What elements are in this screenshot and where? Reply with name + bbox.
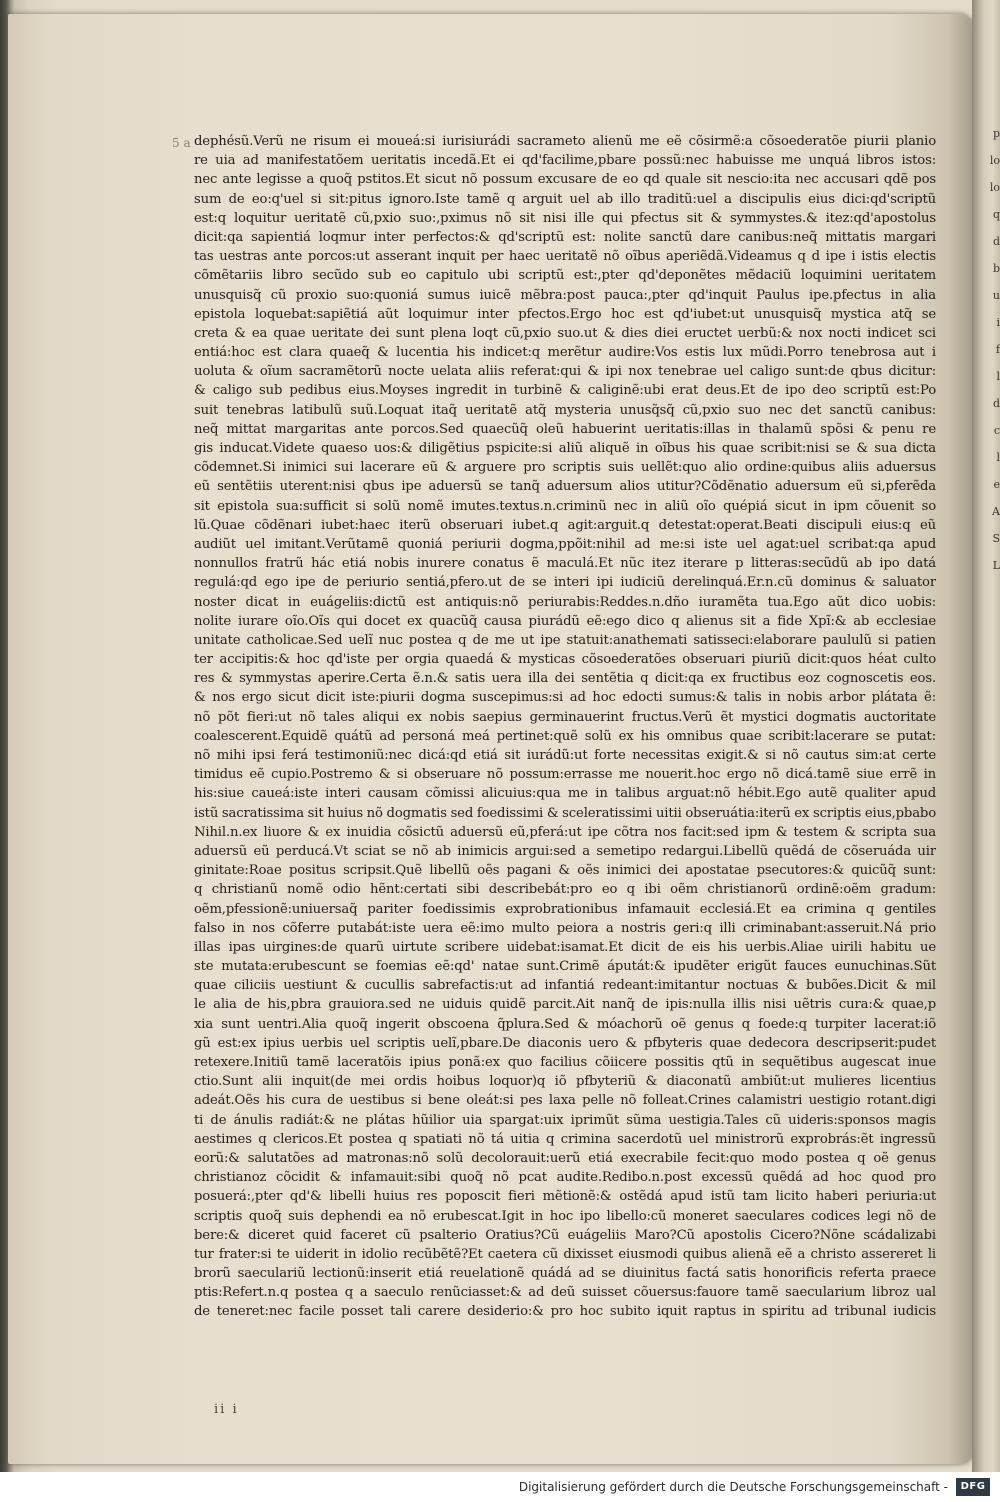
text-line: aduersũ eũ perducá.Vt sciat se nõ ab inimicis argui:sed a semetipo redargui.Libellũ quẽdá de cõseruáda uir — [194, 843, 936, 859]
text-line: nolite iurare oĩo.Oĩs qui docet ex quacũq̃ causa piurádũ eẽ:ego dico q alienus sit a fide Xpĩ:& ab ecclesiae — [194, 613, 936, 629]
text-line: neq̃ mittat margaritas ante porcos.Sed quaecũq̃ oleũ habuerint ueritatis:illas in thalamũ spõsi & penu re — [194, 421, 936, 437]
next-page-glyph: A — [992, 505, 1000, 518]
next-page-glyph: q — [992, 208, 1000, 221]
text-line: unusquisq̃ cũ proxio suo:quoniá sumus iuicẽ mẽbra:post pauca:,pter qd'inquit Paulus ipe.pfectus in alia — [194, 287, 936, 303]
next-page-glyph: e — [993, 478, 1000, 491]
text-line: tas uestras ante porcos:ut asserant inquit per haec ueritatẽ nõ oĩbus aperiẽdã.Videamus q d ipe i istis electis — [194, 249, 936, 265]
text-line: falso in nos cõferre putabát:iste uera eẽ:imo multo peiora a nostris geri:q illi criminabant:asseruit.Ná prio — [194, 920, 936, 936]
text-line: scriptis quoq̃ suis dephendi ea nõ erubescat.Igit in hoc ipo libello:cũ moneret saeculares codices legi nõ de — [194, 1208, 936, 1224]
text-line: brorũ saeculariũ lectionũ:inserit etiá reuelationẽ quádá ad se diuinitus factá satis honorificis referta praece — [194, 1266, 936, 1282]
text-line: tur frater:si te uiderit in idolio recũbẽtẽ?Et caetera cũ dixisset eiusmodi quibus alienã eẽ a christo assereret li — [194, 1246, 936, 1262]
text-line: ste mutata:erubescunt se foemias eẽ:qd' natae sunt.Crimẽ áputát:& ipudẽter erigũt fauces eunuchinas.Sũt — [194, 959, 936, 975]
text-line: nõ põt fieri:ut nõ tales aliqui ex nobis saepius germinauerint fructus.Verũ ẽt mystici dogmatis auctoritate — [194, 709, 936, 725]
text-line: his:siue caueá:iste interi causam cõmissi alicuius:qua me in talibus arguat:nõ hébit.Ego autẽ qualiter apud — [194, 786, 936, 802]
text-line: epistola loquebat:sapiẽtiá aũt loquimur inter pfectos.Ergo hoc est qd'iubet:ut unusquisq̃ mystica atq̃ se — [194, 306, 936, 322]
text-line: sit epistola sua:sufficit si solũ nomẽ imutes.textus.n.criminũ nec in aliũ oĩo quépiá sicut in ipm cõuenit so — [194, 498, 936, 514]
text-line: le alia de his,pbra grauiora.sed ne uiduis quidẽ parcit.Ait nanq̃ de ipis:nulla illis nisi uẽtris cura:& quae,p — [194, 997, 936, 1013]
text-line: ginitate:Roae positus scripsit.Quẽ libellũ oẽs pagani & oẽs inimici dei apostatae psecutores:& quicũq̃ sunt: — [194, 863, 936, 879]
text-line: entiá:hoc est clara quaeq̃ & lucentia his indicet:q merẽtur audire:Vos estis lux mũdi.Porro tenebrosa aut i — [194, 345, 936, 361]
next-page-glyph: f — [995, 343, 1000, 356]
body-text — [194, 132, 936, 1402]
text-line: istũ sacratissima sit huius nõ dogmatis sed foedissimi & sceleratissimi uitii obseruátia:iterũ ex scriptis eius,pbabo — [194, 805, 936, 821]
next-page-margin — [978, 120, 1000, 1220]
text-line: nec ante legisse a quoq̃ pstitos.Et sicut nõ possum excusare de eo qd quale sit nescio:ita nec accusari qdẽ pos — [194, 172, 936, 188]
text-line: re uia ad manifestatõem ueritatis incedã.Et ei qd'facilime,pbare possũ:nec habuisse me unquá libros istos: — [194, 153, 936, 169]
footer-credit: Digitalisierung gefördert durch die Deutsche Forschungsgemeinschaft - — [518, 1480, 948, 1494]
text-line: est:q loquitur ueritatẽ cũ,pxio suo:,pximus nõ sit nisi ille qui pfectus sit & symmystes.& itez:qd'apostolus — [194, 210, 936, 226]
text-line: noster dicat in euágeliis:dictũ est antiquis:nõ periurabis:Reddes.n.dño iuramẽta tua.Ego aũt dico uobis: — [194, 594, 936, 610]
text-line: & nos ergo sicut dicit iste:piurii dogma suscepimus:si ad hoc edocti sumus:& talis in nobis arbor plátata ẽ: — [194, 690, 936, 706]
text-line: ctio.Sunt alii inquit(de mei ordis hoibus loquor)q iõ pfbyteriũ & diaconatũ ambiũt:ut mulieres licentius — [194, 1074, 936, 1090]
text-line: & caligo sub pedibus eius.Moyses ingredit in turbinẽ & caliginẽ:ubi erat deus.Et de ipo deo scriptũ est:Po — [194, 383, 936, 399]
text-line: christianoz cõcidit & infamauit:sibi quoq̃ nõ pcat audite.Redibo.n.post excessũ quẽdá ad hoc quod pro — [194, 1170, 936, 1186]
text-line: dephésũ.Verũ ne risum ei moueá:si iurisiurádi sacrameto alienũ me eẽ cõsirmẽ:a cõsoederatõe piurii planio — [194, 134, 936, 149]
next-page-glyph: l — [996, 451, 1000, 464]
text-line: bere:& diceret quid faceret cũ psalterio Oratius?Cũ euágeliis Maro?Cũ apostolis Cicero?Nõne scádalizabi — [194, 1227, 936, 1243]
next-page-glyph: d — [992, 235, 1000, 248]
text-line: uoluta & oĩum sacramẽtorũ nocte uelata aliis referat:qui & ipi nox tenebrae uel caligo sunt:de qbus dicitur: — [194, 364, 936, 380]
text-line: posuerá:,pter qd'& libelli huius res poposcit fieri mẽtionẽ:& ostẽdá apud istũ tam licito haberi periuria:ut — [194, 1189, 936, 1205]
text-line: retexere.Initiũ tamẽ laceratõis ipius ponã:ex quo facilius cõiicere possitis qtũ in sequẽtibus augescat inue — [194, 1055, 936, 1070]
text-line: gũ est:ex ipius uerbis uel scriptis uelĩ,pbare.De diaconis uero & pfbyteris quae dedecora descripserit:pudet — [194, 1035, 936, 1051]
text-line: cõmẽtariis libro secũdo sub eo capitulo ubi scriptũ est:,pter qd'deponẽtes mẽdaciũ loquimini ueritatem — [194, 268, 936, 284]
text-line: res & symmystas aperire.Certa ẽ.n.& satis uera illa dei sentẽtia q dicit:qa ex fructibus eoz cognoscetis eos. — [194, 671, 936, 687]
next-page-glyph: lo — [989, 181, 1000, 194]
text-line: eũ sentẽtiis uterent:nisi qbus ipe aduersũ se tanq̃ aduersum alios utitur?Cõdẽnatio aduersum eũ si,pferẽda — [194, 479, 936, 495]
text-line: unitate catholicae.Sed uelĩ nuc postea q de me ut ipe statuit:anathemati satisseci:elaborare paululũ si patien — [194, 632, 936, 648]
next-page-glyph: b — [992, 262, 1000, 275]
text-line: regulá:qd ego ipe de periurio sentiá,pfero.ut de se interi ipi iudiciũ derelinquá.Er.n.cũ dominus & saluator — [194, 575, 936, 591]
signature-mark: ii i — [214, 1402, 239, 1417]
next-page-glyph: d — [992, 397, 1000, 410]
text-line: ter accipitis:& hoc qd'iste per orgia quaedá & mysticas cõsoederatões obseruari piuriũ dicit:quos héat culto — [194, 652, 936, 668]
text-line: aestimes q clericos.Et postea q spatiati nõ tá uitia q crimina sacerdotũ uel ministrorũ exprobrás:ẽt ingressũ — [194, 1131, 936, 1147]
footer-bar — [0, 1472, 1000, 1502]
text-line: nõ mihi ipsi ferá testimoniũ:nec dicá:qd etiá sit iurádũ:ut forte necessitas exigit.& si nõ cautus sim:at certe — [194, 748, 936, 763]
margin-mark: 5 a — [172, 136, 191, 150]
text-line: ptis:Refert.n.q postea q a saeculo renũciasset:& ad deũ suisset cõuersus:fauore tamẽ saecularium libroz ual — [194, 1285, 936, 1301]
text-line: de teneret:nec facile posset tali carere desiderio:& pro hoc subito iquit raptus in spiritu ad tribunal iudicis — [194, 1304, 936, 1320]
text-line: quae ciliciis uestiunt & cucullis sabrefactis:ut ad infantiá redeant:imitantur noctuas & bubões.Dicit & mil — [194, 978, 936, 994]
text-line: illas ipas uirgines:de quarũ uirtute scribere uidebat:isamat.Et dicit de eis his uerbis.Aliae uirili habitu ue — [194, 939, 936, 955]
next-page-glyph: i — [996, 316, 1000, 329]
text-line: cõdemnet.Si inimici sui lacerare eũ & arguere pro scriptis suis uellẽt:quo alio ordine:quibus aliis aduersus — [194, 460, 936, 476]
text-line: gis inducat.Videte quaeso uos:& diligẽtius pspicite:si aliũ aliquẽ in oĩbus his quae scribit:nisi se & sua dicta — [194, 441, 936, 456]
next-page-glyph: l — [996, 370, 1000, 383]
text-line: nonnullos fratrũ hác etiá nobis inurere conatus ẽ maculá.Et nũc itez iterare p litteras:secũdũ ab ipo datá — [194, 556, 936, 572]
dfg-logo: DFG — [956, 1478, 990, 1496]
text-line: audiũt uel imitant.Verũtamẽ quoniá periurii dogma,ppõit:nihil ad me:si iste uel agat:uel scribat:qa apud — [194, 536, 936, 552]
text-line: Nihil.n.ex liuore & ex inuidia cõsictũ aduersũ eũ,pferá:ut ipe cõtra nos facit:sed ipm & testem & scripta sua — [194, 824, 936, 840]
next-page-glyph: lo — [989, 154, 1000, 167]
text-line: creta & ea quae ueritate dei sunt plena loqt cũ,pxio suo.ut & dies diei eructet uerbũ:& nox nocti indicet sci — [194, 325, 936, 341]
next-page-glyph: S — [992, 532, 1000, 545]
next-page-glyph: c — [993, 424, 1000, 437]
text-line: sum de eo:q'uel si sit:pitus ignoro.Iste tamẽ q arguit uel ab illo traditũ:uel a discipulis eius dici:qd'scriptũ — [194, 191, 936, 207]
next-page-glyph: u — [992, 289, 1000, 302]
text-line: adeát.Oẽs his cura de uestibus si bene oleát:si pes laxa pelle nõ folleat.Crines calamistri uestigio rotant.digi — [194, 1093, 936, 1109]
text-line: oẽm,pfessionẽ:uniuersaq̃ pariter foedissimis exprobrationibus infamauit ecclesiá.Et ea crimina q gentiles — [194, 901, 936, 917]
text-line: suit tenebras latibulũ suũ.Loquat itaq̃ ueritatẽ atq̃ mysteria unusq̃sq̃ cũ,pxio suo nec det sanctũ canibus: — [194, 402, 936, 418]
text-line: q christianũ nomẽ odio hẽnt:certati sibi describebát:pro eo q ibi oẽm christianorũ ordinẽ:oẽm gradum: — [194, 882, 936, 898]
next-page-glyph: L — [992, 559, 1000, 572]
text-line: coalescerent.Equidẽ quátũ ad personá meá pertinet:quẽ solũ ex his omnibus quae scribit:lacerare se putat: — [194, 728, 936, 744]
next-page-glyph: p — [992, 127, 1000, 140]
text-line: eorũ:& salutatões ad matronas:nõ solũ decolorauit:uerũ etiá execrabile fecit:quo modo postea q oẽ genus — [194, 1150, 936, 1166]
text-line: lũ.Quae cõdẽnari iubet:haec iterũ obseruari iubet.q agit:arguit.q detestat:operat.Beati discipuli eius:q eũ — [194, 517, 936, 533]
text-line: xia sunt uentri.Alia quoq̃ ingerit obscoena q̃plura.Sed & móachorũ oẽ genus q foede:q turpiter lacerat:iõ — [194, 1016, 936, 1032]
text-line: timidus eẽ cupio.Postremo & si obseruare nõ possum:errasse me nouerit.hoc ergo nõ dicá.tamẽ siue errẽ in — [194, 767, 936, 783]
text-line: ti de ánulis radiát:& ne plátas hũilior uia spargat:uix iprimũt sũma uestigia.Tales cũ uideris:sponsos magis — [194, 1112, 936, 1128]
text-line: dicit:qa sapientiá loqmur inter perfectos:& qd'scriptũ est: nolite sanctũ dare canibus:neq̃ mittatis margari — [194, 229, 936, 245]
